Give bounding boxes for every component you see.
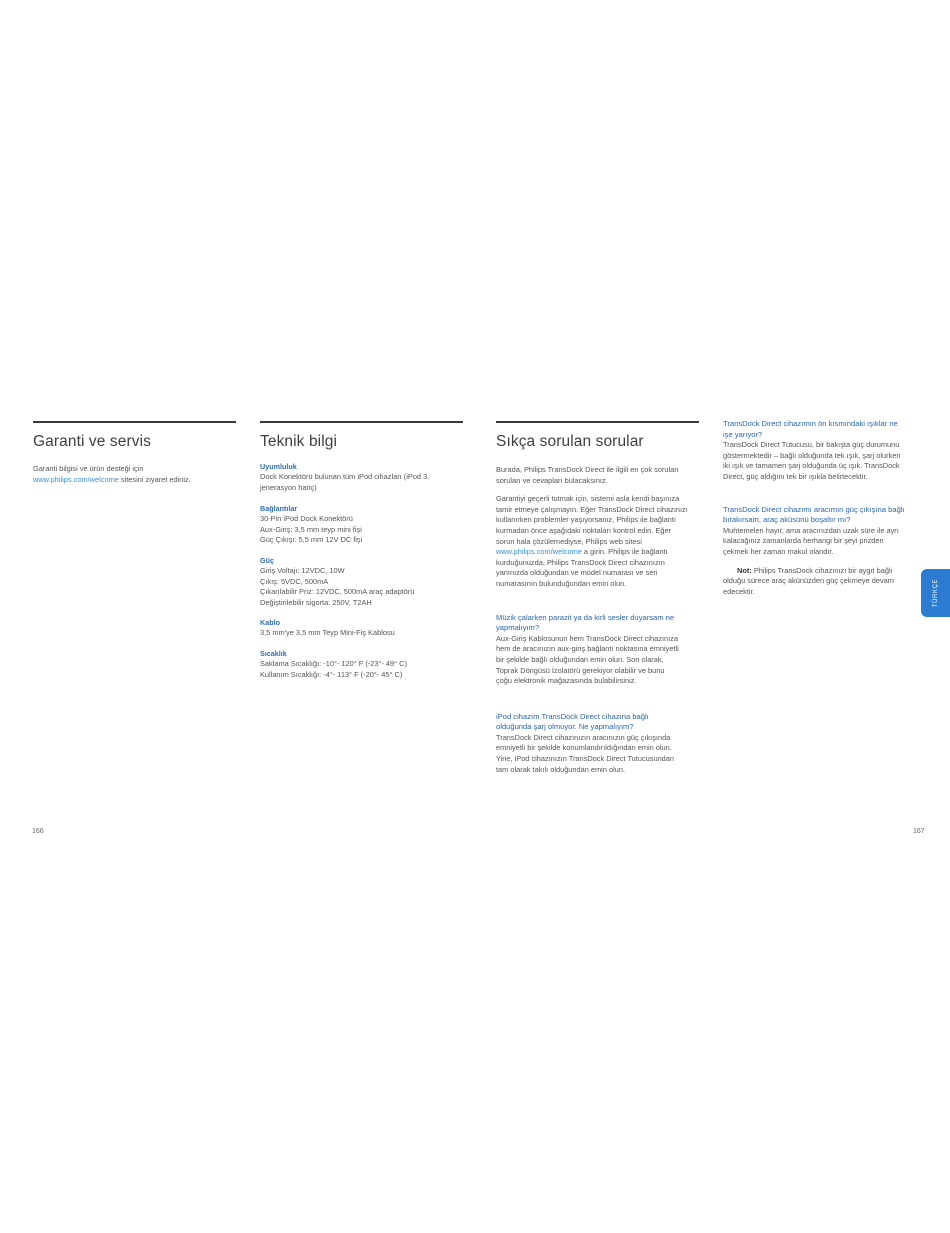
note-line: edecektir.	[723, 586, 755, 596]
faq-question-line: TransDock Direct cihazımı aracımın güç çıkışına bağlı	[723, 504, 905, 514]
faq-answer-line: çoğu elektronik mağazasında bulabilirsiniz.	[496, 676, 637, 686]
faq-question-line: yapmalıyım?	[496, 623, 540, 633]
section-rule	[33, 421, 236, 423]
warranty-link[interactable]: www.philips.com/welcome	[33, 474, 119, 484]
tech-section	[260, 421, 463, 680]
warranty-title: Garanti ve servis	[33, 433, 151, 450]
faq-question-line: iPod cihazım TransDock Direct cihazına bağlı	[496, 711, 649, 721]
faq-answer-line: Yine, iPod cihazınızın TransDock Direct Tutucusundan	[496, 754, 675, 764]
tech-line: Çıkarılabilir Priz: 12VDC, 500mA araç adaptörü	[260, 587, 415, 597]
tech-line: Güç Çıkışı: 5,5 mm 12V DC fişi	[260, 535, 363, 545]
faq-title: Sıkça sorulan sorular	[496, 433, 644, 450]
faq-intro	[496, 465, 699, 486]
note-line: olduğu sürece araç akünüzden güç çekmeye devam	[723, 576, 894, 586]
tech-line: Dock Konektörü bulunan tüm iPod cihazları (iPod 3.	[260, 472, 430, 481]
warranty-text-after: sitesini ziyaret ediniz.	[120, 474, 191, 484]
faq-intro-line: soruları ve cevapları bulacaksınız.	[496, 475, 608, 485]
faq-qa-item	[723, 505, 921, 558]
tech-heading: Sıcaklık	[260, 648, 287, 658]
faq-answer-line: Toprak Döngüsü İzolatörü gerekiyor olabilir ve bunu	[496, 665, 665, 675]
faq-paragraph-2	[496, 494, 699, 589]
page-number-right: 167	[913, 828, 925, 835]
faq-p2-line: yanınızda olduğundan ve model numarası ve seri	[496, 568, 658, 578]
faq-answer-line: Aux-Giriş Kablosunun hem TransDock Direct cihazınıza	[496, 633, 678, 643]
faq-question-line: Müzik çalarken parazit ya da kirli sesler duyarsam ne	[496, 612, 675, 622]
tech-heading: Güç	[260, 555, 274, 565]
tech-line: Aux-Giriş: 3,5 mm teyp mini fişi	[260, 524, 362, 534]
tech-block-power	[260, 556, 463, 608]
faq-section	[496, 421, 699, 775]
faq-note	[723, 566, 921, 598]
faq-question-line: bırakırsam, araç aküsünü boşaltır mı?	[723, 515, 851, 525]
faq-p2-line: kurmadan önce aşağıdaki noktaları kontrol edin. Eğer	[496, 525, 672, 535]
tech-heading: Bağlantılar	[260, 504, 298, 514]
faq-question-line: işe yarıyor?	[723, 429, 763, 439]
tech-line: 30-Pin iPod Dock Konektörü	[260, 514, 353, 524]
faq-qa-item	[496, 613, 699, 687]
faq-answer-line: tam olarak takılı olduğundan emin olun.	[496, 764, 626, 774]
faq-p2-line: Garantiyi geçerli tutmak için, sistemi asla kendi başınıza	[496, 494, 680, 504]
faq-link[interactable]: www.philips.com/welcome	[496, 547, 582, 557]
faq-continued-section	[723, 419, 921, 597]
faq-qa-item	[723, 419, 921, 483]
faq-question-line: olduğunda şarj olmuyor. Ne yapmalıyım?	[496, 722, 634, 732]
faq-p2-line: tamir etmeye çalışmayın. Eğer TransDock Direct cihazınızı	[496, 504, 688, 514]
faq-answer-line: emniyetli bir şekilde konumlandırıldığından emin olun.	[496, 743, 672, 753]
tech-line: jenerasyon hariç)	[260, 482, 317, 492]
faq-qa-item	[496, 712, 699, 776]
warranty-text-before: Garanti bilgisi ve ürün desteği için	[33, 464, 144, 473]
tech-line: Kullanım Sıcaklığı: -4°- 113° F (-20°- 45° C)	[260, 669, 403, 679]
warranty-section	[33, 421, 236, 485]
faq-answer-line: hem de aracınızın aux-giriş bağlantı noktasına emniyetli	[496, 644, 679, 654]
language-tab-label: TÜRKÇE	[932, 578, 939, 608]
language-tab[interactable]	[921, 569, 950, 617]
faq-intro-line: Burada, Philips TransDock Direct ile ilgili en çok sorulan	[496, 465, 679, 474]
tech-title: Teknik bilgi	[260, 433, 338, 450]
faq-p2-line: numarasının bulunduğundan emin olun.	[496, 578, 627, 588]
faq-answer-line: bir şekilde bağlı olduğundan emin olun. Son olarak,	[496, 654, 664, 664]
faq-p2-line: kullanırken problemler yaşıyorsanız, Philips ile bağlantı	[496, 515, 676, 525]
faq-p2-line: sorun hala çözülemediyse, Philips web sitesi	[496, 536, 642, 546]
faq-answer-line: Muhtemelen hayır, ama aracınızdan uzak süre ile ayrı	[723, 525, 899, 535]
faq-answer-line: çekmek her zaman makul olandır.	[723, 546, 834, 556]
tech-block-cable	[260, 618, 463, 639]
tech-line: Saklama Sıcaklığı: -10°- 120° F (-23°- 49° C)	[260, 658, 407, 668]
faq-link-after: a girin. Philips ile bağlantı	[581, 547, 668, 557]
faq-answer-line: TransDock Direct cihazınızın aracınızın güç çıkışında	[496, 732, 671, 742]
faq-answer-line: iki ışık ve tamamen şarj olduğunda üç ışık. TransDock	[723, 461, 900, 471]
page-number-left: 166	[32, 828, 44, 835]
tech-heading: Uyumluluk	[260, 462, 297, 471]
tech-block-temperature	[260, 649, 463, 680]
faq-answer-line: kalacağınız zamanlarda herhangi bir şeyi prizden	[723, 536, 884, 546]
tech-block-connections	[260, 504, 463, 546]
faq-p2-line: kurduğunuzda, Philips TransDock Direct cihazınızın	[496, 557, 665, 567]
faq-answer-line: Direct, güç aldığını tek bir ışıkla belirtecektir.	[723, 471, 868, 481]
tech-heading: Kablo	[260, 618, 280, 628]
faq-answer-line: TransDock Direct Tutucusu, bir bakışta güç durumunu	[723, 440, 900, 450]
faq-answer-line: göstermektedir – bağlı olduğunda tek ışık, şarj olurken	[723, 450, 901, 460]
section-rule	[260, 421, 463, 423]
tech-line: Değiştirilebilir sigorta: 250V, T2AH	[260, 597, 372, 607]
faq-question-line: TransDock Direct cihazımın ön kısmındaki ışıklar ne	[723, 419, 898, 428]
tech-line: Giriş Voltajı: 12VDC, 10W	[260, 565, 345, 575]
section-rule	[496, 421, 699, 423]
tech-line: 3,5 mm'ye 3,5 mm Teyp Mini-Fiş Kablosu	[260, 628, 395, 638]
note-line: Philips TransDock cihazınızı bir aygıt bağlı	[751, 565, 893, 575]
note-label: Not:	[737, 565, 752, 575]
tech-block-compat	[260, 462, 463, 493]
tech-line: Çıkış: 5VDC, 500mA	[260, 576, 329, 586]
